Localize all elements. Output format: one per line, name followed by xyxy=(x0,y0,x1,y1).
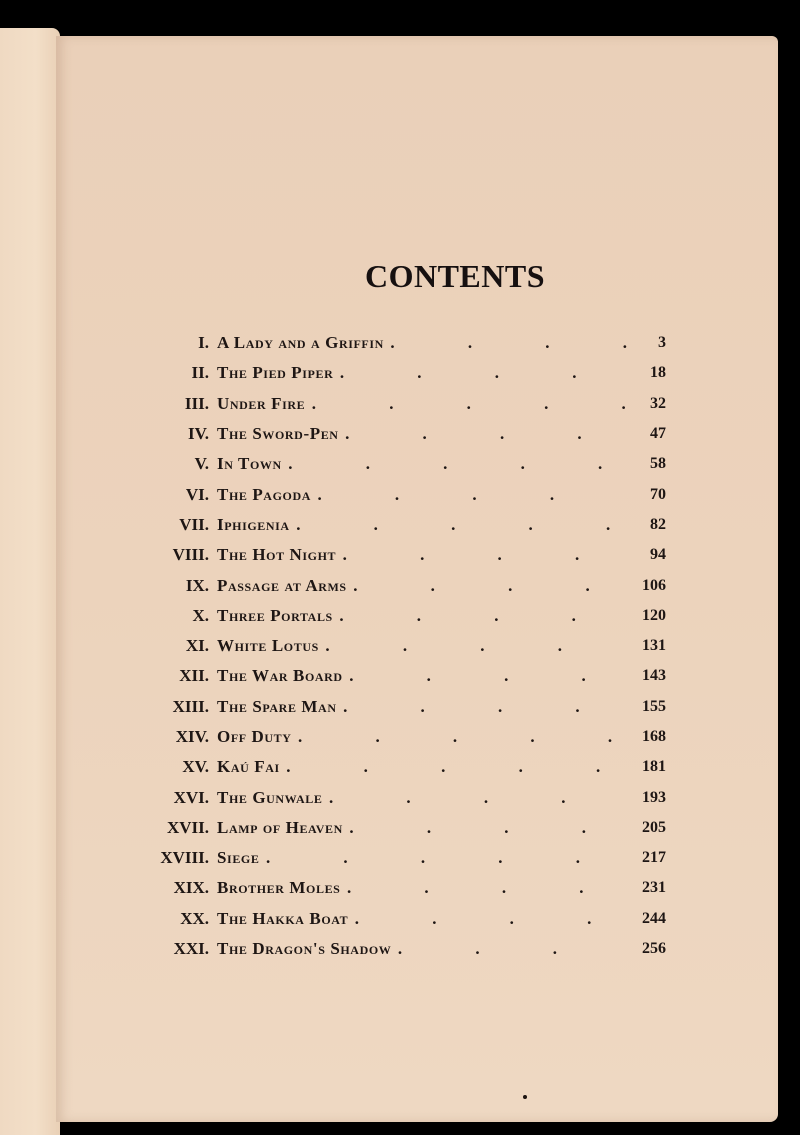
dot-leader xyxy=(290,516,628,534)
chapter-number: XIII. xyxy=(172,696,209,716)
toc-entry xyxy=(146,813,666,843)
page-number: 155 xyxy=(642,697,666,715)
chapter-number: XXI. xyxy=(173,939,209,959)
toc-entry xyxy=(146,692,666,722)
chapter-title: Lamp of Heaven xyxy=(217,817,343,837)
page-number: 32 xyxy=(650,394,666,412)
page-number: 58 xyxy=(650,455,666,473)
chapter-title: Passage at Arms xyxy=(217,575,347,595)
chapter-title: White Lotus xyxy=(217,636,319,656)
page-number: 70 xyxy=(650,485,666,503)
chapter-title: The Spare Man xyxy=(217,696,337,716)
page-number: 18 xyxy=(650,364,666,382)
page-number: 47 xyxy=(650,425,666,443)
chapter-number: XIV. xyxy=(175,727,209,746)
page-number: 205 xyxy=(642,818,666,836)
chapter-number: IV. xyxy=(188,424,209,444)
chapter-title: The Pagoda xyxy=(217,484,311,504)
dot-leader xyxy=(305,395,628,413)
chapter-number: XVII. xyxy=(166,817,209,837)
page-number: 82 xyxy=(650,515,666,533)
page-number: 143 xyxy=(642,667,666,685)
dot-leader xyxy=(384,334,628,352)
toc-entry xyxy=(146,601,666,631)
dot-leader xyxy=(280,758,628,776)
toc-entry xyxy=(146,540,666,570)
book-page xyxy=(56,36,778,1122)
dot-leader xyxy=(339,425,628,443)
chapter-number: I. xyxy=(198,333,209,353)
chapter-number: IX. xyxy=(185,575,209,595)
toc-entry xyxy=(146,752,666,782)
chapter-title: The Pied Piper xyxy=(217,363,334,383)
dot-leader xyxy=(311,486,628,504)
dot-leader xyxy=(282,455,628,473)
chapter-title: Off Duty xyxy=(217,727,292,746)
chapter-title: The Gunwale xyxy=(217,787,323,807)
chapter-title: Iphigenia xyxy=(217,514,290,534)
toc-entry xyxy=(146,904,666,934)
chapter-number: XVIII. xyxy=(160,848,209,868)
toc-entry xyxy=(146,722,666,752)
toc-entry xyxy=(146,328,666,358)
page-number: 181 xyxy=(642,758,666,776)
page-number: 231 xyxy=(642,879,666,897)
page-number: 120 xyxy=(642,606,666,624)
chapter-title: In Town xyxy=(217,454,282,474)
dot-leader xyxy=(322,789,628,807)
toc-entry xyxy=(146,358,666,388)
chapter-number: VII. xyxy=(179,514,209,534)
toc-entry xyxy=(146,661,666,691)
page-number: 131 xyxy=(642,637,666,655)
dot-leader xyxy=(333,607,628,625)
page-number: 217 xyxy=(642,849,666,867)
printer-mark xyxy=(523,1095,527,1099)
chapter-number: V. xyxy=(194,454,209,474)
chapter-title: The War Board xyxy=(217,666,343,686)
chapter-number: VIII. xyxy=(172,545,209,565)
page-number: 193 xyxy=(642,788,666,806)
left-page-edge xyxy=(0,28,60,1135)
chapter-number: XI. xyxy=(185,636,209,656)
table-of-contents xyxy=(146,328,666,964)
page-number: 94 xyxy=(650,546,666,564)
toc-entry xyxy=(146,389,666,419)
dot-leader xyxy=(259,849,628,867)
chapter-number: III. xyxy=(184,393,209,413)
dot-leader xyxy=(347,577,628,595)
toc-entry xyxy=(146,631,666,661)
page-number: 3 xyxy=(658,334,666,352)
toc-entry xyxy=(146,570,666,600)
chapter-number: XV. xyxy=(182,757,209,777)
toc-entry xyxy=(146,510,666,540)
chapter-title: The Hakka Boat xyxy=(217,908,349,928)
toc-entry xyxy=(146,782,666,812)
chapter-title: The Dragon's Shadow xyxy=(217,939,392,959)
toc-entry xyxy=(146,873,666,903)
dot-leader xyxy=(343,819,628,837)
dot-leader xyxy=(348,910,628,928)
toc-entry xyxy=(146,419,666,449)
page-number: 106 xyxy=(642,576,666,594)
chapter-number: XX. xyxy=(180,908,209,928)
chapter-title: Kaú Fai xyxy=(217,757,280,777)
page-number: 244 xyxy=(642,909,666,927)
dot-leader xyxy=(337,698,628,716)
chapter-number: II. xyxy=(191,363,209,383)
chapter-title: Three Portals xyxy=(217,605,333,625)
chapter-title: Under Fire xyxy=(217,393,306,413)
chapter-title: A Lady and a Griffin xyxy=(217,333,384,353)
dot-leader xyxy=(333,364,628,382)
page-number: 256 xyxy=(642,940,666,958)
toc-entry xyxy=(146,449,666,479)
chapter-title: The Sword-Pen xyxy=(217,424,339,444)
toc-entry xyxy=(146,479,666,509)
dot-leader xyxy=(343,667,628,685)
page-title: CONTENTS xyxy=(364,258,546,294)
toc-entry xyxy=(146,934,666,964)
dot-leader xyxy=(336,546,628,564)
chapter-number: XVI. xyxy=(173,787,209,807)
dot-leader xyxy=(292,728,628,746)
chapter-number: XII. xyxy=(179,666,209,686)
page-number: 168 xyxy=(642,728,666,745)
chapter-number: X. xyxy=(192,605,209,625)
dot-leader xyxy=(340,879,628,897)
chapter-number: VI. xyxy=(185,484,209,504)
chapter-title: Siege xyxy=(217,848,260,868)
dot-leader xyxy=(391,940,628,958)
toc-entry xyxy=(146,843,666,873)
chapter-title: The Hot Night xyxy=(217,545,337,565)
chapter-title: Brother Moles xyxy=(217,878,341,898)
dot-leader xyxy=(319,637,628,655)
chapter-number: XIX. xyxy=(173,878,209,898)
